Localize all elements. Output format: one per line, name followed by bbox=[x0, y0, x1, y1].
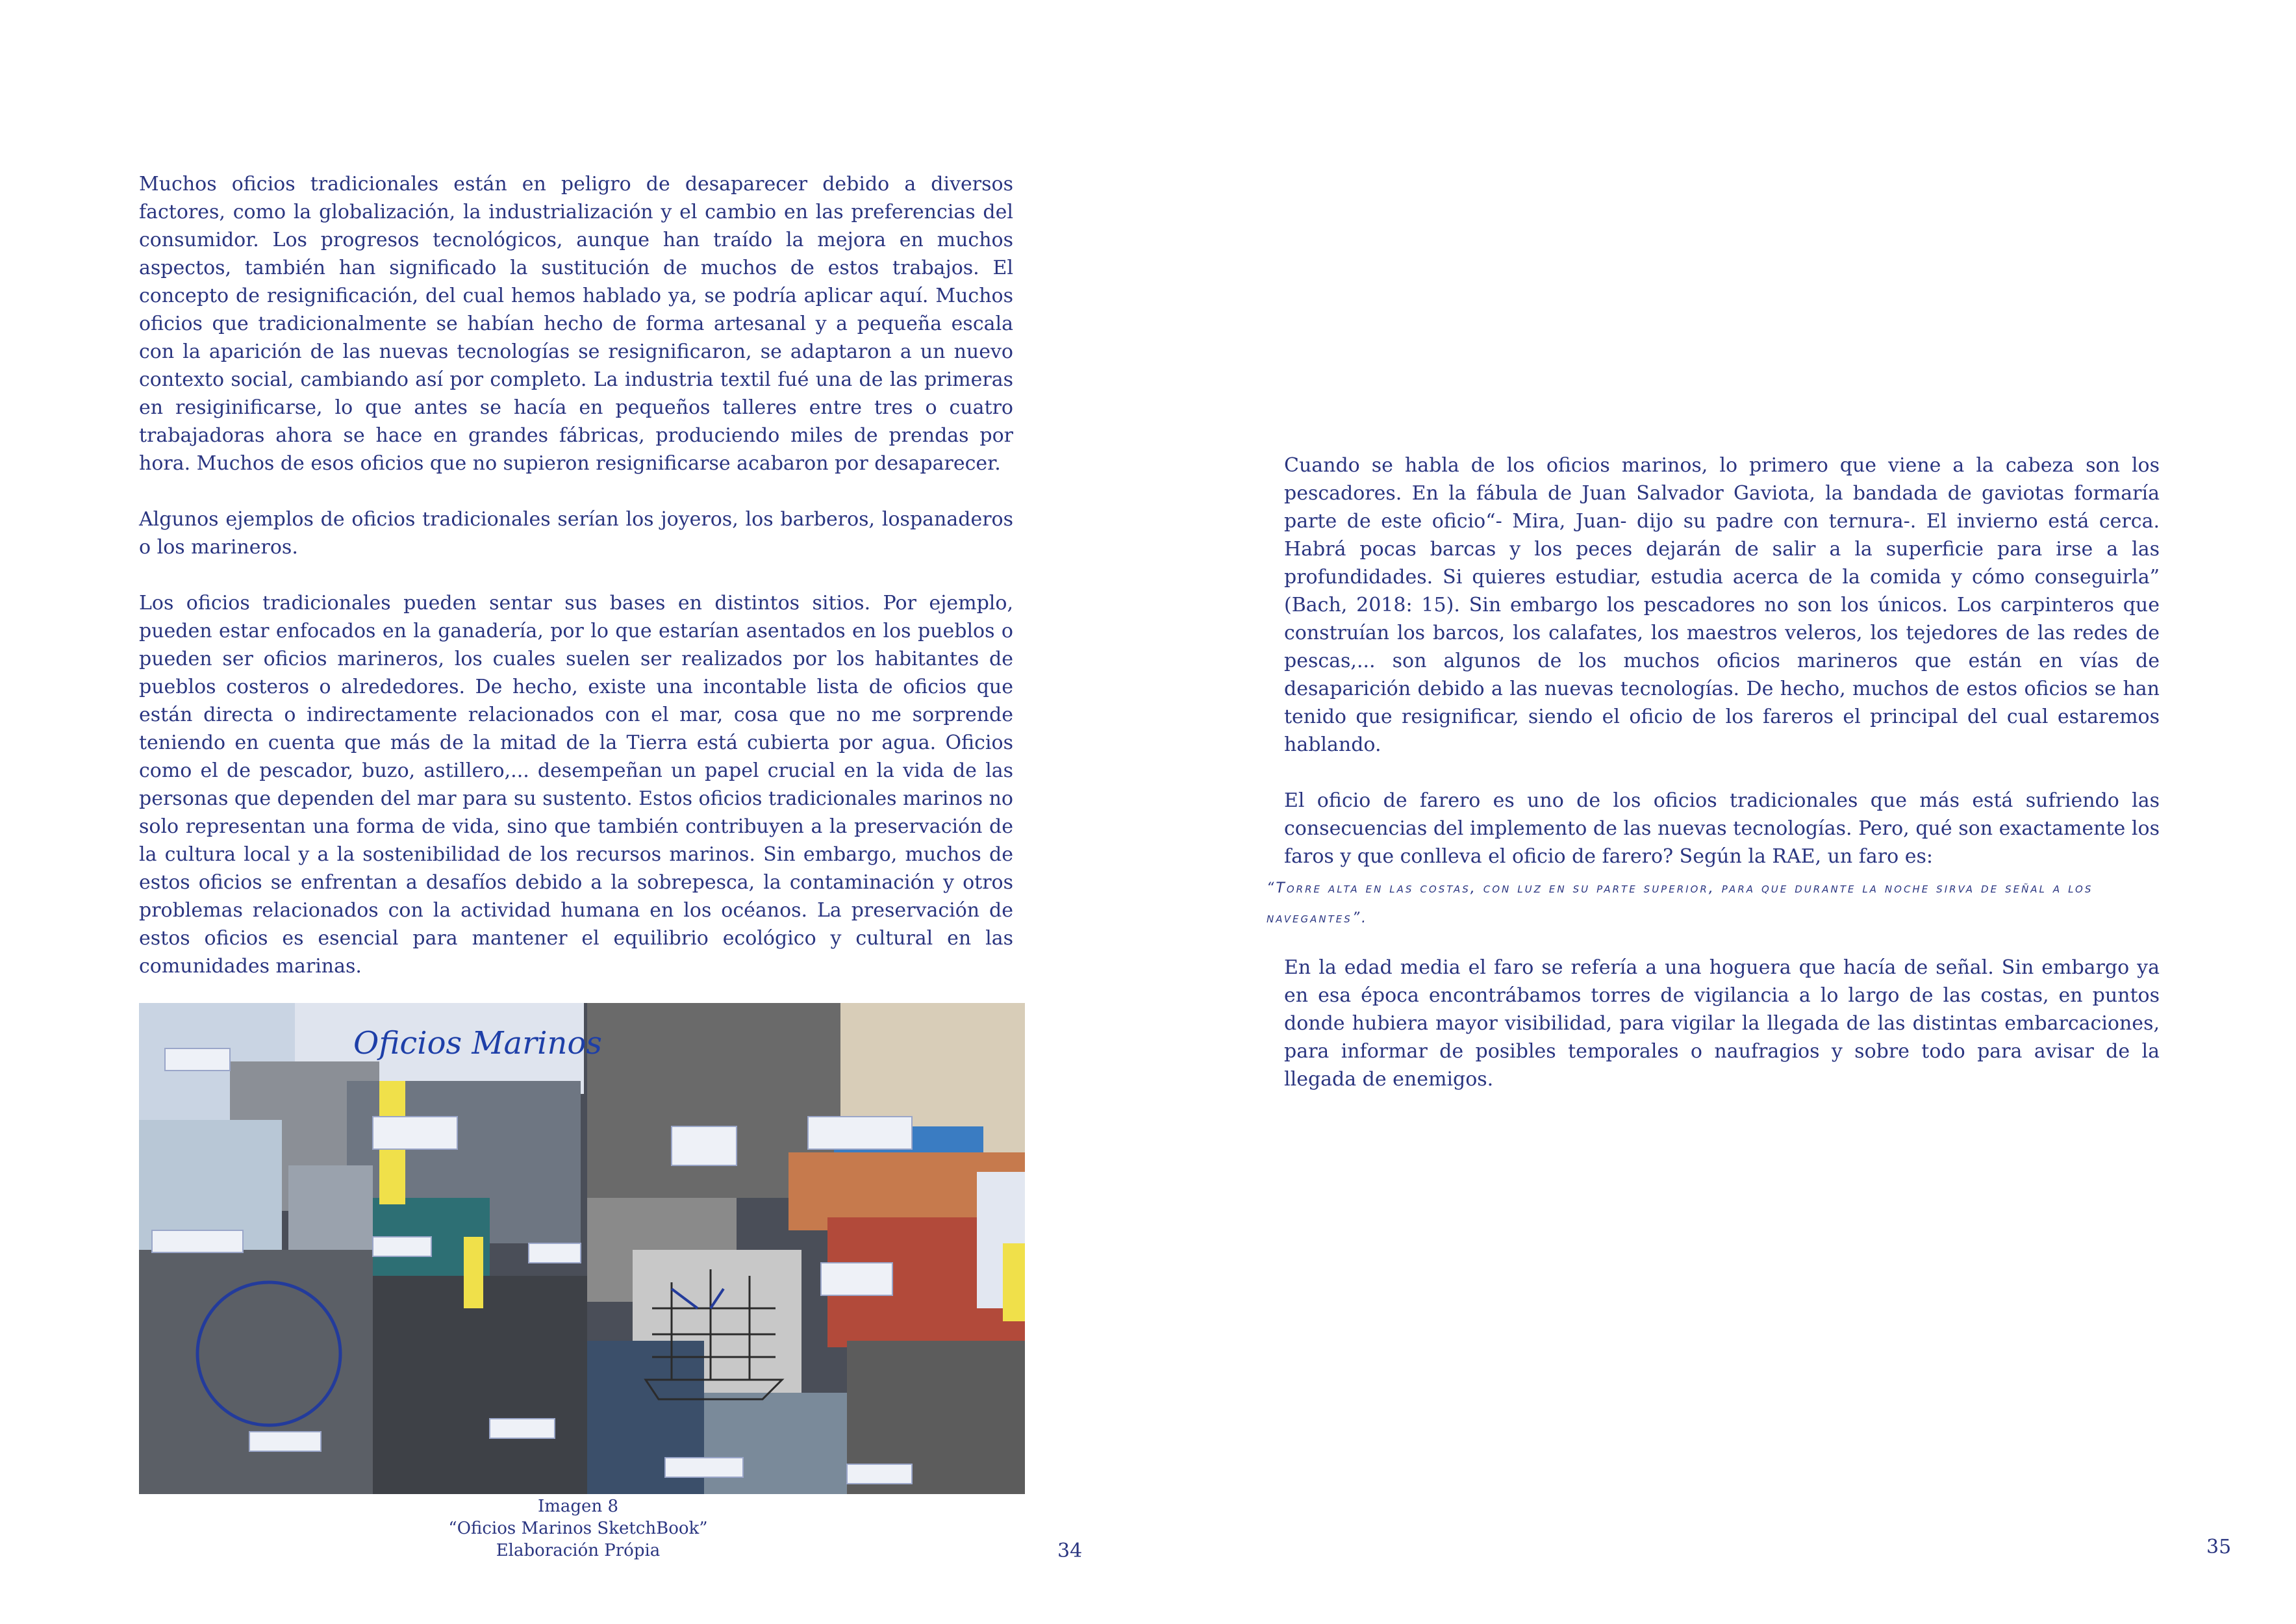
page-number-left: 34 bbox=[1057, 1540, 1083, 1562]
right-page-body-bottom bbox=[1284, 954, 2160, 1121]
caption-image-number: Imagen 8 bbox=[537, 1497, 618, 1516]
caption-image-source: Elaboración Própia bbox=[496, 1541, 661, 1560]
left-page-body bbox=[139, 170, 1013, 1008]
collage-illustration bbox=[139, 1003, 1025, 1494]
right-page-body bbox=[1284, 451, 2160, 898]
collage-title: Oficios Marinos bbox=[353, 1025, 602, 1061]
caption-image-title: “Oficios Marinos SketchBook” bbox=[448, 1519, 708, 1538]
oficios-marinos-collage-image bbox=[139, 1003, 1025, 1494]
paragraph-globalizacion: Muchos oficios tradicionales están en peligro de desaparecer debido a diversos factores, como la globalización, la industrialización y el cambio en las preferencias del consumidor. Los progresos tecnológicos, aunque han traído la mejora en muchos aspectos, también han significado la sustitución de muchos de estos trabajos. El concepto de resignificación, del cual hemos hablado ya, se podría aplicar aquí. Muchos oficios que tradicionalmente se habían hecho de forma artesanal y a pequeña escala con la aparición de las nuevas tecnologías se resignificaron, se adaptaron a un nuevo contexto social, cambiando así por completo. La industria textil fué una de las primeras en resiginificarse, lo que antes se hacía en pequeños talleres entre tres o cuatro trabajadoras ahora se hace en grandes fábricas, produciendo miles de prendas por hora. Muchos de esos oficios que no supieron resignificarse acabaron por desaparecer. bbox=[139, 173, 1013, 475]
paragraph-ejemplos: Algunos ejemplos de oficios tradicionales serían los joyeros, los barberos, lospanaderos o los marineros. bbox=[139, 508, 1013, 559]
image-caption bbox=[390, 1495, 766, 1562]
rae-definition-quote: “Torre alta en las costas, con luz en su parte superior, para que durante la noche sirva de señal a los navegantes”. bbox=[1267, 880, 2093, 926]
page-number-right: 35 bbox=[2206, 1536, 2232, 1558]
paragraph-pescadores: Cuando se habla de los oficios marinos, lo primero que viene a la cabeza son los pescadores. En la fábula de Juan Salvador Gaviota, la bandada de gaviotas formaría parte de este oficio“- Mira, Juan- dijo su padre con ternura-. El invierno está cerca. Habrá pocas barcas y los peces dejarán de salir a la superficie para irse a las profundidades. Si quieres estudiar, estudia acerca de la comida y cómo conseguirla” (Bach, 2018: 15). Sin embargo los pescadores no son los únicos. Los carpinteros que construían los barcos, los calafates, los maestros veleros, los tejedores de las redes de pescas,... son algunos de los muchos oficios marineros que están en vías de desaparición debido a las nuevas tecnologías. De hecho, muchos de estos oficios se han tenido que resignificar, siendo el oficio de los fareros el principal del cual estaremos hablando. bbox=[1284, 454, 2160, 756]
paragraph-edad-media: En la edad media el faro se refería a una hoguera que hacía de señal. Sin embargo ya en esa época encontrábamos torres de vigilancia a lo largo de las costas, en puntos donde hubiera mayor visibilidad, para vigilar la llegada de las distintas embarcaciones, para informar de posibles temporales o naufragios y sobre todo para avisar de la llegada de enemigos. bbox=[1284, 956, 2160, 1091]
paragraph-oficios-marinos: Los oficios tradicionales pueden sentar sus bases en distintos sitios. Por ejemplo, pueden estar enfocados en la ganadería, por lo que estarían asentados en los pueblos o pueden ser oficios marineros, los cuales suelen ser realizados por los habitantes de pueblos costeros o alrededores. De hecho, existe una incontable lista de oficios que están directa o indirectamente relacionados con el mar, cosa que no me sorprende teniendo en cuenta que más de la mitad de la Tierra está cubierta por agua. Oficios como el de pescador, buzo, astillero,... desempeñan un papel crucial en la vida de las personas que dependen del mar para su sustento. Estos oficios tradicionales marinos no solo representan una forma de vida, sino que también contribuyen a la preservación de la cultura local y a la sostenibilidad de los recursos marinos. Sin embargo, muchos de estos oficios se enfrentan a desafíos debido a la sobrepesca, la contaminación y otros problemas relacionados con la actividad humana en los océanos. La preservación de estos oficios es esencial para mantener el equilibrio ecológico y cultural en las comunidades marinas. bbox=[139, 592, 1013, 978]
paragraph-farero: El oficio de farero es uno de los oficios tradicionales que más está sufriendo las consecuencias del implemento de las nuevas tecnologías. Pero, qué son exactamente los faros y que conlleva el oficio de farero? Según la RAE, un faro es: bbox=[1284, 789, 2160, 868]
